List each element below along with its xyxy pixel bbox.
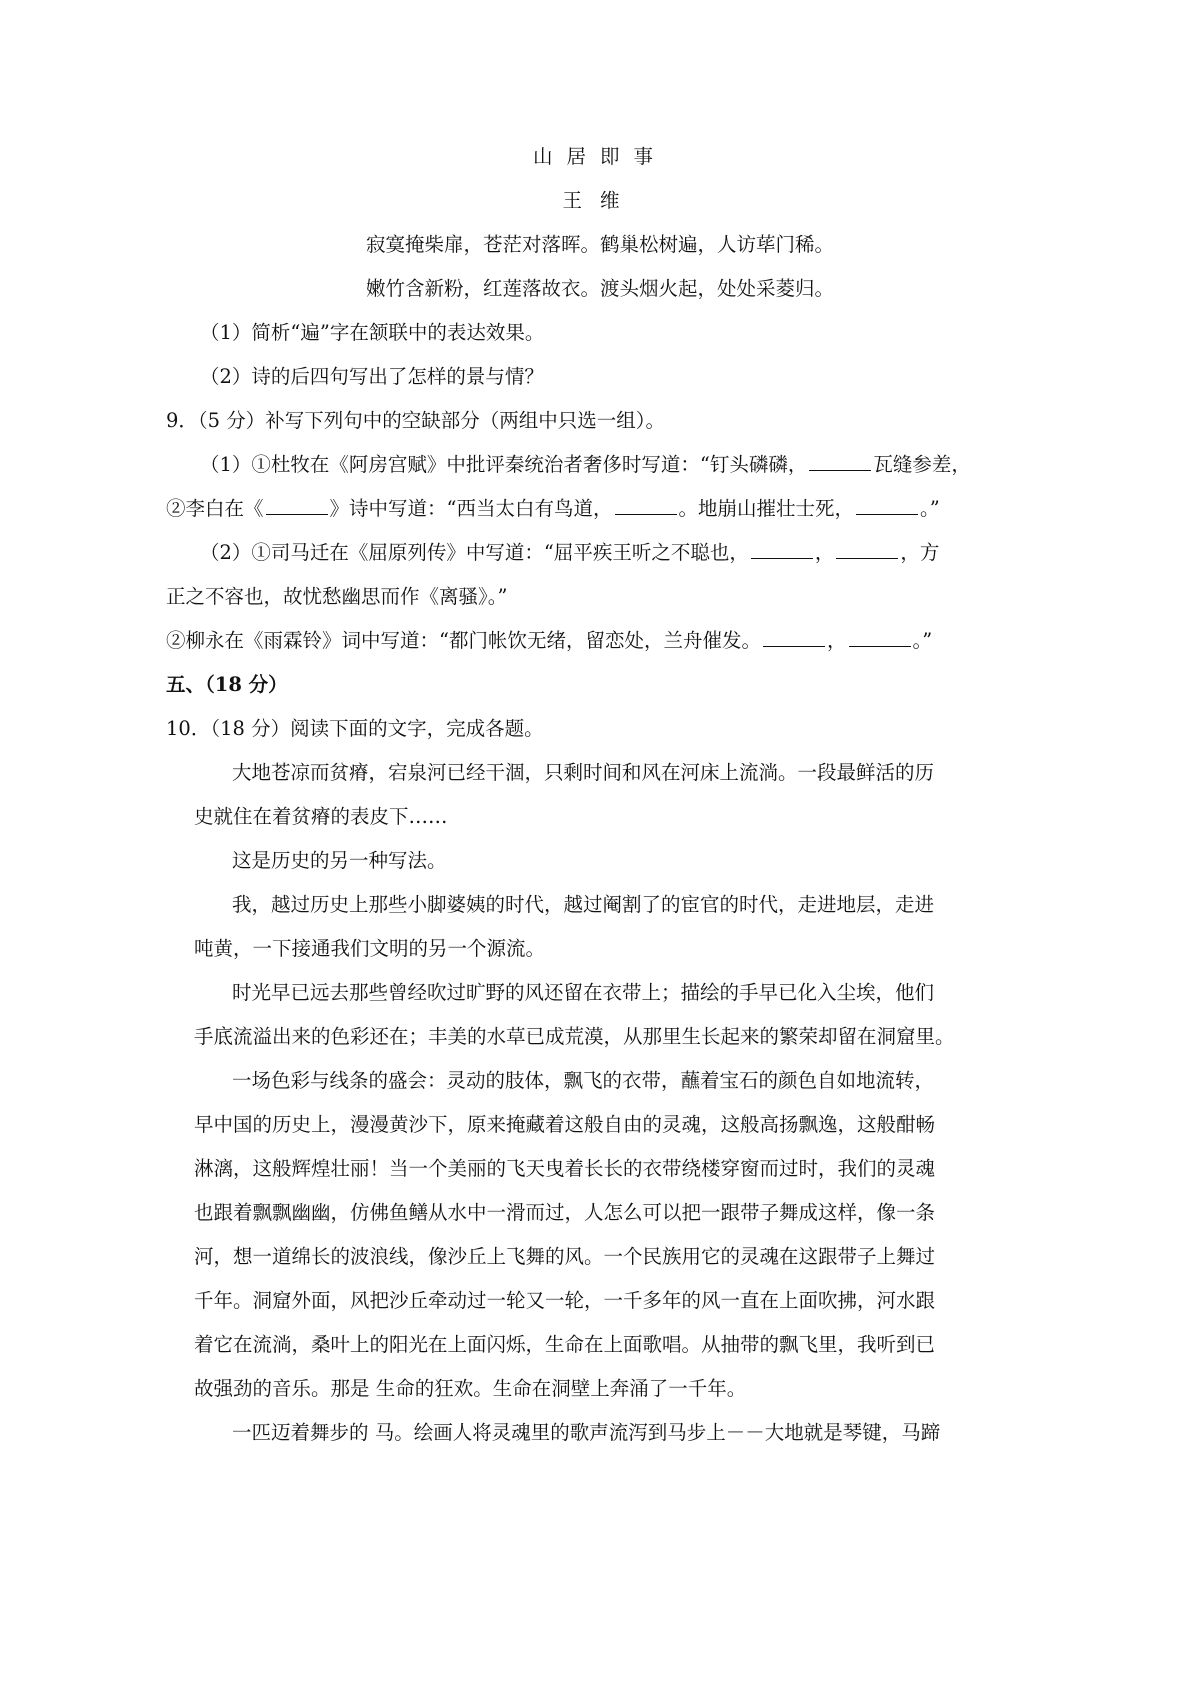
passage-p5-line3: 淋漓，这般辉煌壮丽！当一个美丽的飞天曳着长长的衣带绕楼穿窗而过时，我们的灵魂: [194, 1157, 936, 1180]
passage-p5-line6: 千年。洞窟外面，风把沙丘牵动过一轮又一轮，一千多年的风一直在上面吹拂，河水跟: [194, 1289, 936, 1312]
passage-p5-line5: 河，想一道绵长的波浪线，像沙丘上飞舞的风。一个民族用它的灵魂在这跟带子上舞过: [194, 1245, 936, 1268]
q9-g2-text-e: ②柳永在《雨霖铃》词中写道：“都门帐饮无绪，留恋处，兰舟催发。: [166, 629, 761, 652]
q10-heading: 10．（18 分）阅读下面的文字，完成各题。: [166, 717, 544, 740]
answer-blank[interactable]: [849, 628, 911, 647]
answer-blank[interactable]: [809, 452, 871, 471]
q9-group2-line1: [200, 540, 939, 566]
answer-blank[interactable]: [763, 628, 825, 647]
q9-group1-line2: [166, 496, 940, 522]
passage-p1-line2: 史就住在着贫瘠的表皮下……: [194, 805, 448, 828]
q9-g2-text-a: （2）①司马迁在《屈原列传》中写道：“屈平疾王听之不聪也，: [200, 541, 749, 564]
answer-blank[interactable]: [836, 540, 898, 559]
passage-p4-line2: 手底流溢出来的色彩还在；丰美的水草已成荒漠，从那里生长起来的繁荣却留在洞窟里。: [194, 1025, 955, 1048]
q8-sub1: （1）简析“遍”字在颔联中的表达效果。: [200, 321, 545, 344]
q9-g2-text-c: ，方: [900, 541, 940, 564]
passage-p4-line1: 时光早已远去那些曾经吹过旷野的风还留在衣带上；描绘的手早已化入尘埃，他们: [232, 981, 935, 1004]
answer-blank[interactable]: [615, 496, 677, 515]
q9-g1-text-c: ②李白在《: [166, 497, 264, 520]
q9-heading: 9．（5 分）补写下列句中的空缺部分（两组中只选一组）。: [166, 409, 666, 432]
poem-title: 山居即事: [532, 145, 667, 168]
passage-p5-line4: 也跟着飘飘幽幽，仿佛鱼鳝从水中一滑而过，人怎么可以把一跟带子舞成这样，像一条: [194, 1201, 936, 1224]
q8-sub2: （2）诗的后四句写出了怎样的景与情？: [200, 365, 544, 388]
passage-p5-line2: 早中国的历史上，漫漫黄沙下，原来掩藏着这般自由的灵魂，这般高扬飘逸，这般酣畅: [194, 1113, 936, 1136]
section-5-heading: 五、（18 分）: [166, 673, 288, 696]
poem-author: 王维: [562, 189, 638, 212]
answer-blank[interactable]: [856, 496, 918, 515]
q9-g2-text-g: 。”: [912, 629, 933, 652]
q9-g2-text-b: ，: [814, 541, 835, 564]
q9-group1-line1: [200, 452, 971, 478]
passage-p5-line7: 着它在流淌，桑叶上的阳光在上面闪烁，生命在上面歌唱。从抽带的飘飞里，我听到已: [194, 1333, 936, 1356]
passage-p5-line8: 故强劲的音乐。那是 生命的狂欢。生命在洞壁上奔涌了一千年。: [194, 1377, 747, 1400]
q9-group2-line3: [166, 628, 932, 654]
passage-p3-line2: 吨黄，一下接通我们文明的另一个源流。: [194, 937, 546, 960]
passage-p6-line1: 一匹迈着舞步的 马。绘画人将灵魂里的歌声流泻到马步上－－大地就是琴键，马蹄: [232, 1421, 941, 1444]
q9-g1-text-b: 瓦缝参差，: [873, 453, 971, 476]
answer-blank[interactable]: [751, 540, 813, 559]
answer-blank[interactable]: [266, 496, 328, 515]
passage-p3-line1: 我，越过历史上那些小脚婆姨的时代，越过阉割了的宦官的时代，走进地层，走进: [232, 893, 935, 916]
q9-g1-text-e: 。地崩山摧壮士死，: [678, 497, 855, 520]
poem-line-2: 嫩竹含新粉，红莲落故衣。渡头烟火起，处处采菱归。: [365, 277, 834, 300]
q9-g1-text-d: 》诗中写道：“西当太白有鸟道，: [329, 497, 613, 520]
q9-group2-line2: 正之不容也，故忧愁幽思而作《离骚》。”: [166, 585, 508, 608]
passage-p1-line1: 大地苍凉而贫瘠，宕泉河已经干涸，只剩时间和风在河床上流淌。一段最鲜活的历: [232, 761, 935, 784]
passage-p5-line1: 一场色彩与线条的盛会：灵动的肢体，飘飞的衣带，蘸着宝石的颜色自如地流转，: [232, 1069, 935, 1092]
q9-g1-text-a: （1）①杜牧在《阿房宫赋》中批评秦统治者奢侈时写道：“钉头磷磷，: [200, 453, 808, 476]
q9-g1-text-f: 。”: [920, 497, 940, 520]
q9-g2-text-f: ，: [826, 629, 847, 652]
poem-line-1: 寂寞掩柴扉，苍茫对落晖。鹤巢松树遍，人访荜门稀。: [365, 233, 834, 256]
passage-p2: 这是历史的另一种写法。: [232, 849, 447, 872]
